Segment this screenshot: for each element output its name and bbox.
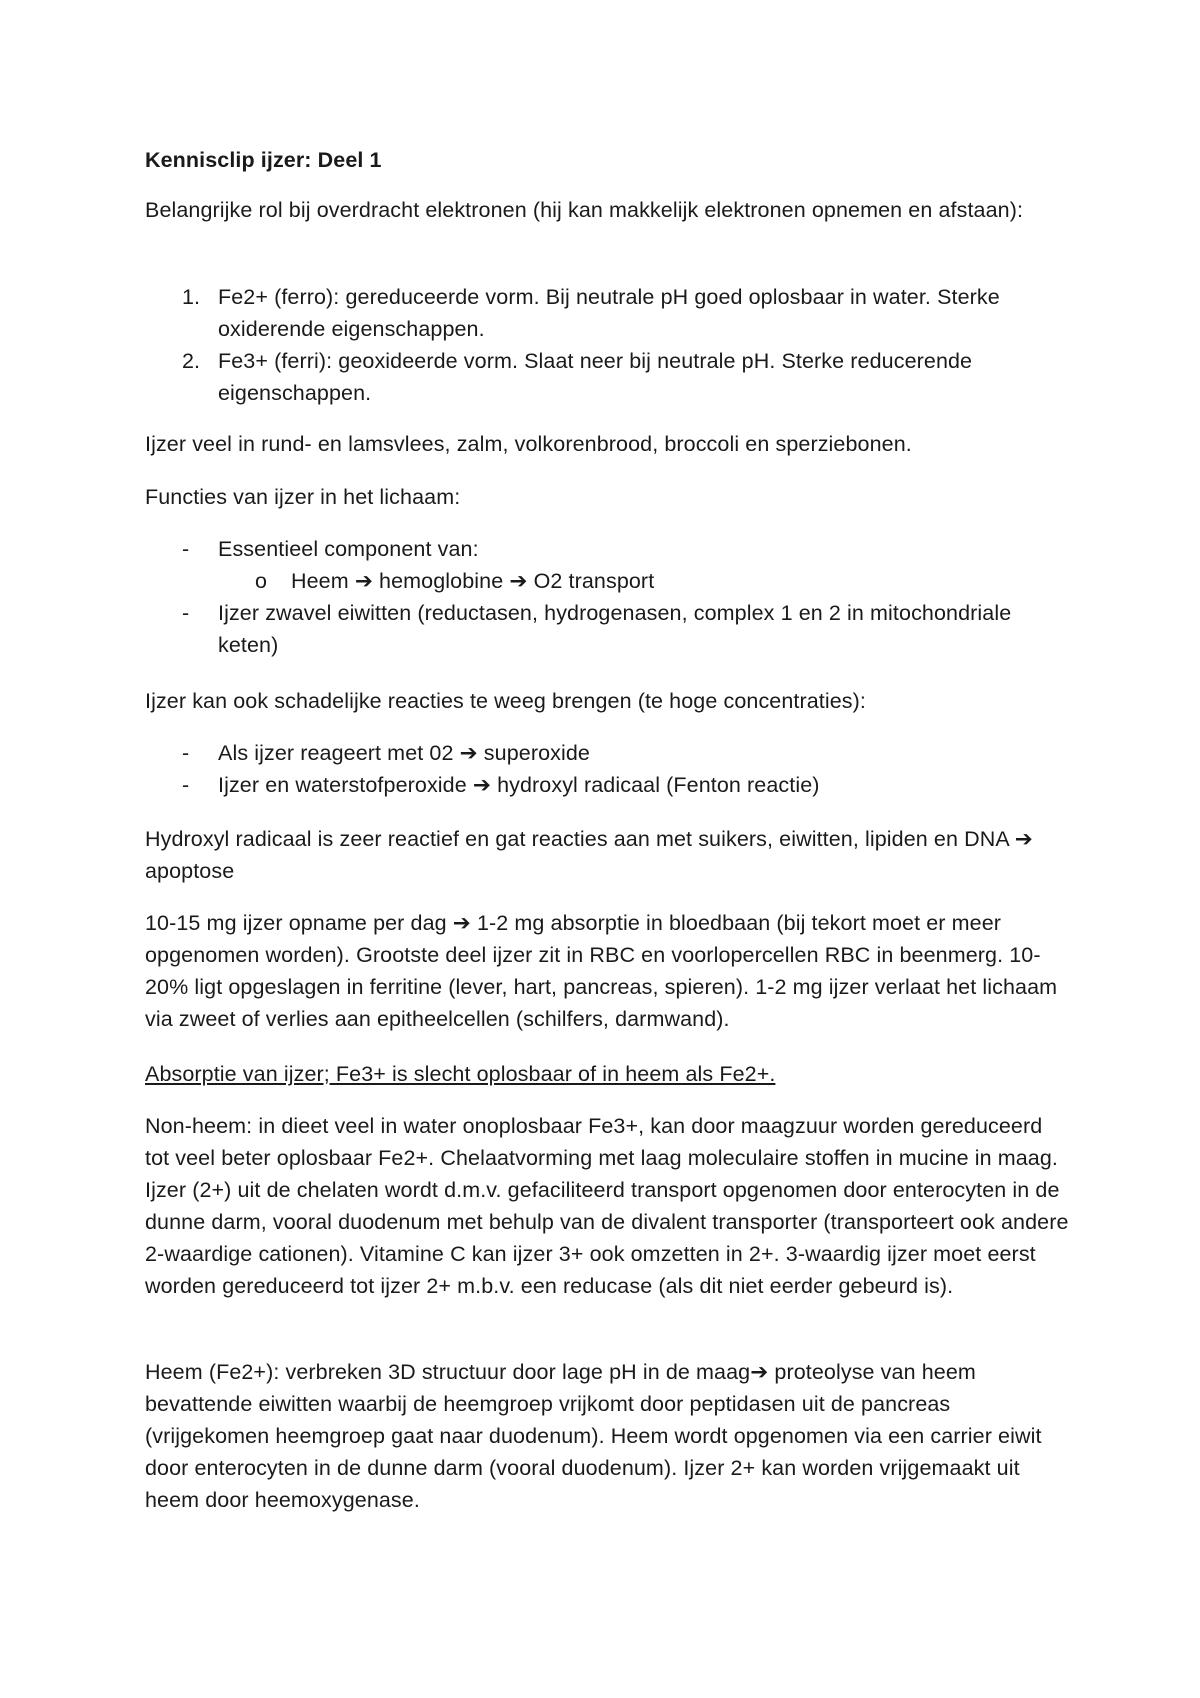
hydroxyl-paragraph: Hydroxyl radicaal is zeer reactief en gat reacties aan met suikers, eiwitten, lipiden en DNA ➔ apoptose bbox=[145, 827, 1033, 883]
arrow-icon: ➔ bbox=[452, 911, 471, 935]
page-title: Kennisclip ijzer: Deel 1 bbox=[145, 148, 382, 172]
ordered-list bbox=[145, 281, 1070, 409]
dash-bullet: - bbox=[182, 741, 190, 765]
functions-list bbox=[145, 533, 1070, 661]
nonheme-paragraph: Non-heem: in dieet veel in water onoplosbaar Fe3+, kan door maagzuur worden gereduceerd tot veel beter oplosbaar Fe2+. Chelaatvorming met laag moleculaire stoffen in mucine in maag. Ijzer (2+) uit de chelaten wordt d.m.v. gefaciliteerd transport opgenomen door enterocyten in de dunne darm, vooral duodenum met behulp van de divalent transporter (transporteert ook andere 2-waardige cationen). Vitamine C kan ijzer 3+ ook omzetten in 2+. 3-waardig ijzer moet eerst worden gereduceerd tot ijzer 2+ m.b.v. een reducase (als dit niet eerder gebeurd is). bbox=[145, 1114, 1069, 1298]
heme-paragraph: Heem (Fe2+): verbreken 3D structuur door lage pH in de maag➔ proteolyse van heem bevattende eiwitten waarbij de heemgroep vrijkomt door peptidasen uit de pancreas (vrijgekomen heemgroep gaat naar duodenum). Heem wordt opgenomen via een carrier eiwit door enterocyten in de dunne darm (vooral duodenum). Ijzer 2+ kan worden vrijgemaakt uit heem door heemoxygenase. bbox=[145, 1360, 1042, 1512]
list-item bbox=[145, 769, 1070, 801]
arrow-icon: ➔ bbox=[1014, 827, 1033, 851]
circle-bullet: o bbox=[255, 569, 268, 593]
arrow-icon: ➔ bbox=[750, 1360, 769, 1384]
list-item-text: Essentieel component van: bbox=[218, 537, 479, 561]
list-item-text: Heem ➔ hemoglobine ➔ O2 transport bbox=[291, 569, 655, 593]
list-number: 2. bbox=[182, 349, 201, 373]
absorption-heading: Absorptie van ijzer; Fe3+ is slecht oplosbaar of in heem als Fe2+. bbox=[145, 1062, 776, 1086]
intake-paragraph: 10-15 mg ijzer opname per dag ➔ 1-2 mg absorptie in bloedbaan (bij tekort moet er meer opgenomen worden). Grootste deel ijzer zit in RBC en voorlopercellen RBC in beenmerg. 10-20% ligt opgeslagen in ferritine (lever, hart, pancreas, spieren). 1-2 mg ijzer verlaat het lichaam via zweet of verlies aan epitheelcellen (schilfers, darmwand). bbox=[145, 911, 1058, 1031]
sources-paragraph: Ijzer veel in rund- en lamsvlees, zalm, volkorenbrood, broccoli en sperziebonen. bbox=[145, 432, 912, 456]
functions-heading: Functies van ijzer in het lichaam: bbox=[145, 485, 461, 509]
list-item bbox=[145, 737, 1070, 769]
intro-paragraph: Belangrijke rol bij overdracht elektronen (hij kan makkelijk elektronen opnemen en afstaan): bbox=[145, 198, 1024, 222]
list-number: 1. bbox=[182, 285, 201, 309]
dash-bullet: - bbox=[182, 601, 190, 625]
list-item bbox=[145, 345, 1070, 409]
list-item-text: Als ijzer reageert met 02 ➔ superoxide bbox=[218, 741, 590, 765]
list-item-text: Fe3+ (ferri): geoxideerde vorm. Slaat neer bij neutrale pH. Sterke reducerende eigenschappen. bbox=[218, 349, 973, 405]
dash-bullet: - bbox=[182, 537, 190, 561]
list-item-text: Ijzer en waterstofperoxide ➔ hydroxyl radicaal (Fenton reactie) bbox=[218, 773, 820, 797]
list-item bbox=[145, 597, 1070, 661]
harmful-heading: Ijzer kan ook schadelijke reacties te weeg brengen (te hoge concentraties): bbox=[145, 689, 866, 713]
list-item-text: Ijzer zwavel eiwitten (reductasen, hydrogenasen, complex 1 en 2 in mitochondriale keten) bbox=[218, 601, 1012, 657]
arrow-icon: ➔ bbox=[472, 773, 491, 797]
arrow-icon: ➔ bbox=[459, 741, 478, 765]
arrow-icon: ➔ bbox=[509, 569, 528, 593]
dash-bullet: - bbox=[182, 773, 190, 797]
list-item bbox=[145, 533, 1070, 565]
list-item bbox=[145, 281, 1070, 345]
arrow-icon: ➔ bbox=[354, 569, 373, 593]
harmful-list bbox=[145, 737, 1070, 801]
sub-list-item bbox=[145, 565, 1070, 597]
list-item-text: Fe2+ (ferro): gereduceerde vorm. Bij neutrale pH goed oplosbaar in water. Sterke oxiderende eigenschappen. bbox=[218, 285, 1000, 341]
